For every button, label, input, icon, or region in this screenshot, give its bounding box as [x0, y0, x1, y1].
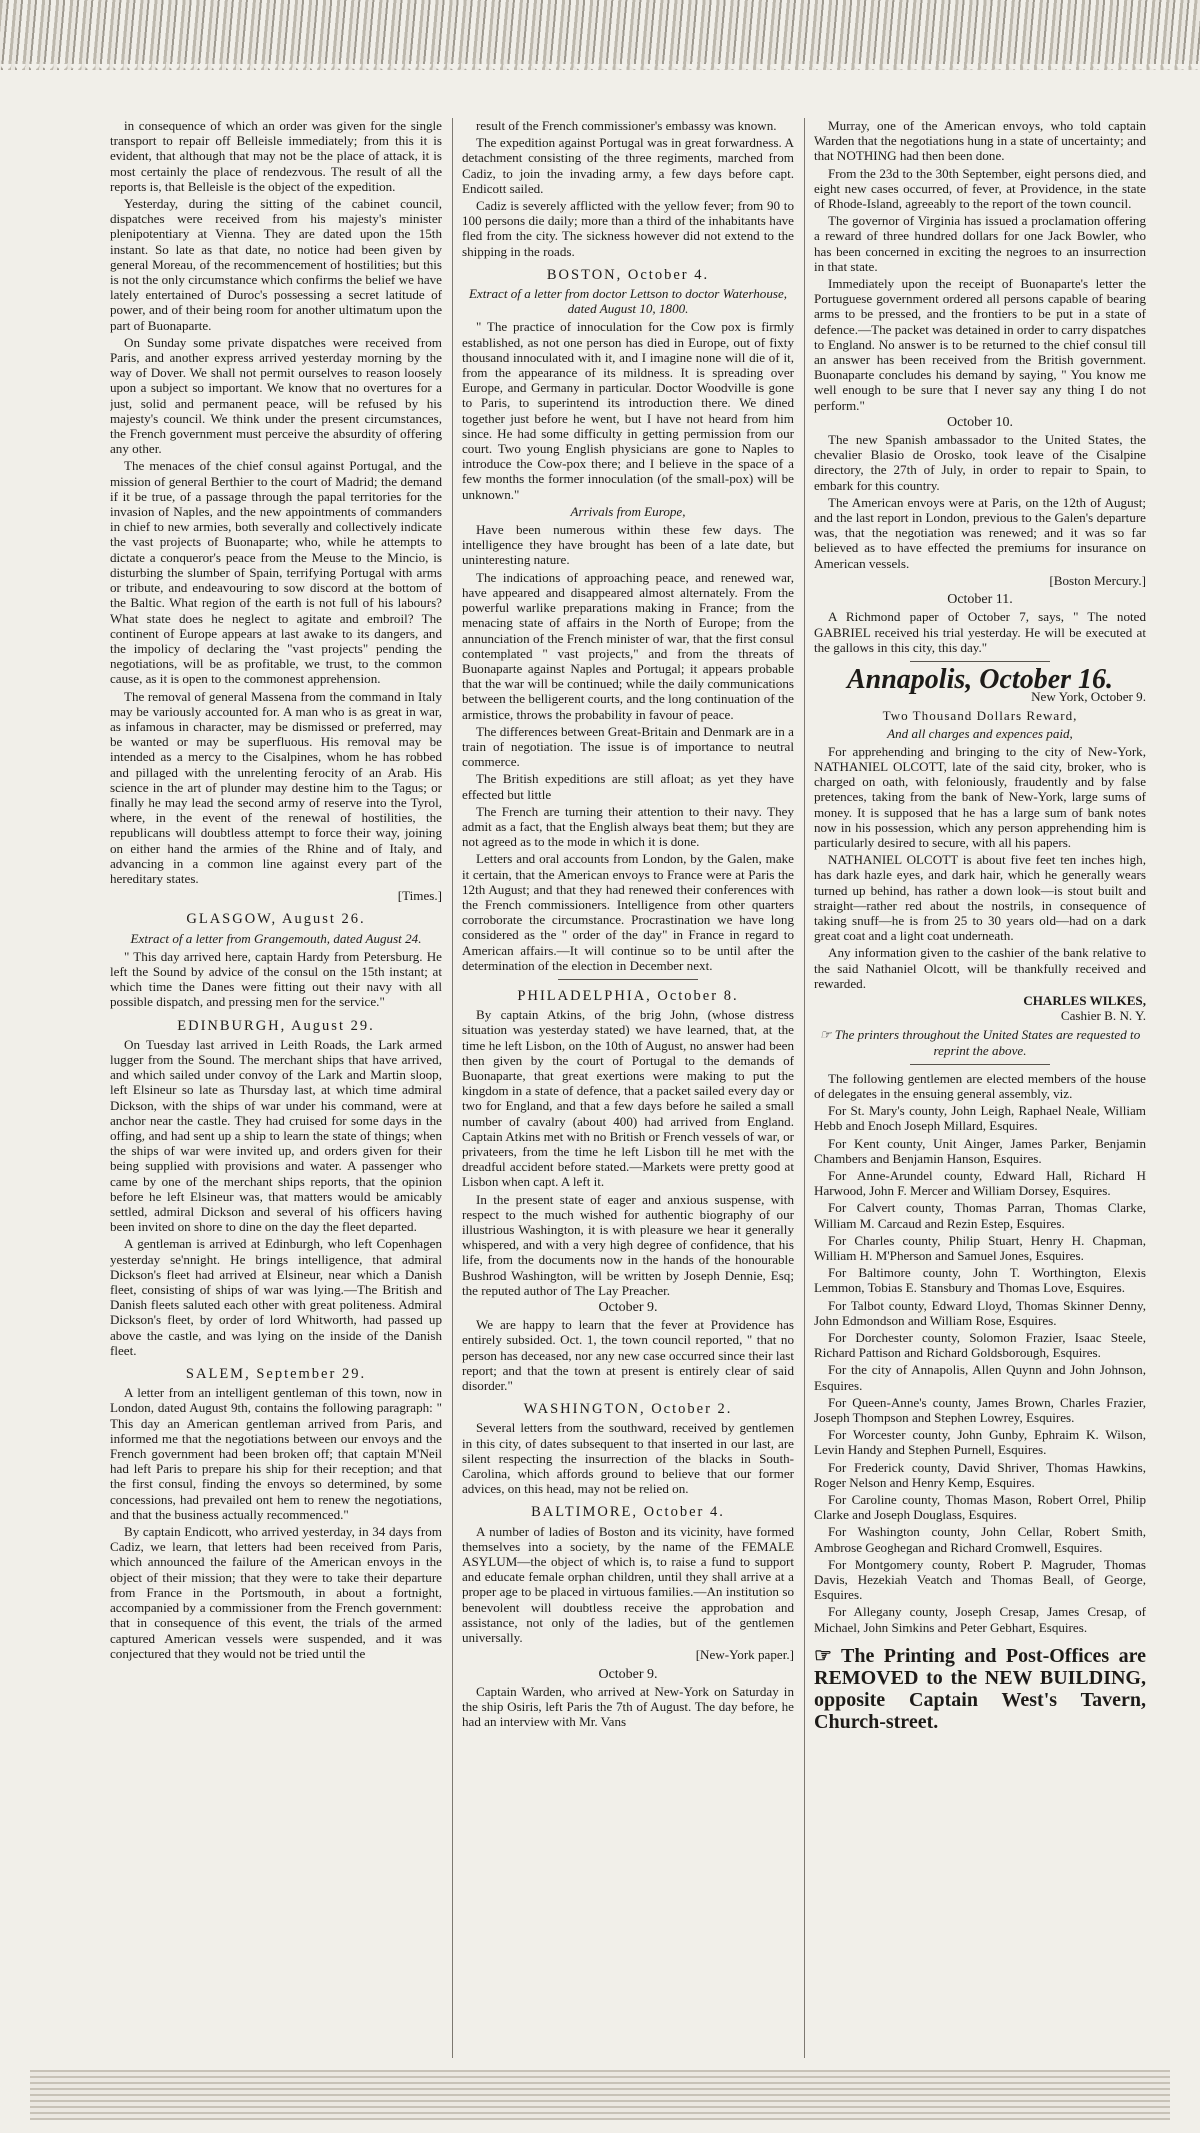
paragraph: For Kent county, Unit Ainger, James Parker, Benjamin Chambers and Benjamin Hanson, Esquires. — [814, 1135, 1146, 1166]
paragraph: For Worcester county, John Gunby, Ephraim K. Wilson, Levin Handy and Stephen Purnell, Esquires. — [814, 1427, 1146, 1458]
dateline-heading: SALEM, September 29. — [185, 1366, 367, 1383]
paragraph: For apprehending and bringing to the city of New-York, NATHANIEL OLCOTT, late of the said city, broker, who is charged on oath, with feloniously, fraudently and by false pretences, taking from the bank of New-York, large sums of money. It is supposed that he has a large sum of bank notes now in his possession, which any person apprehending him is particularly desired to secure, with all his papers. — [814, 743, 1146, 850]
paragraph: Several letters from the southward, received by gentlemen in this city, of dates subsequent to that inserted in our last, are silent respecting the insurrection of the blacks in South-Carolina, which affords ground to believe that our former advices, on this head, may not be relied on. — [462, 1420, 794, 1497]
paragraph: For Baltimore county, John T. Worthington, Elexis Lemmon, Tobias E. Stansbury and Thomas Love, Esquires. — [814, 1265, 1146, 1296]
paragraph: The new Spanish ambassador to the United States, the chevalier Blasio de Orosko, took leave of the Cisalpine directory, the 27th of July, in order to repair to Spain, to embark for this country. — [814, 432, 1146, 493]
paragraph: NATHANIEL OLCOTT is about five feet ten inches high, has dark hazle eyes, and dark hair, which he generally wears turned up behind, has rather a down look—is stout built and straight—rather red about the nostrils, in consequence of taking snuff—he is from 25 to 30 years old—had on a dark great coat and a light coat underneath. — [814, 852, 1146, 944]
source-credit: [New-York paper.] — [695, 1647, 794, 1663]
paragraph: On Tuesday last arrived in Leith Roads, the Lark armed lugger from the Sound. The merchant ships that have arrived, and which sailed under convoy of the Lark and Martin sloop, left Elsineur so late as Thursday last, at which time admiral Dickson, with the ships of war under his command, were at anchor near the castle. They had cruised for some days in the offing, and had sent up a ship to learn the state of things; when the ships of war were invited up, and orders given for their being supplied with provisions and water. A passenger who came by one of the merchant ships reports, that the opinion before he left Elsineur was, that matters would be amicably settled, admiral Dickson and several of his officers having been invited on shore to dine on the day the fleet departed. — [110, 1036, 442, 1235]
column-middle — [462, 118, 794, 2058]
paragraph: Captain Warden, who arrived at New-York on Saturday in the ship Osiris, left Paris the 7th of August. The day before, he had an interview with Mr. Vans — [462, 1683, 794, 1730]
paragraph: " This day arrived here, captain Hardy from Petersburg. He left the Sound by advice of the consul on the 15th instant; at which time the Danes were fitting out their navy with all possible dispatch, and pressing men for the service." — [110, 948, 442, 1010]
paragraph: A Richmond paper of October 7, says, " The noted GABRIEL received his trial yesterday. He will be executed at the gallows in this city, this day." — [814, 609, 1146, 655]
column-right — [814, 118, 1146, 2058]
separator-rule — [910, 1064, 1050, 1065]
signature: CHARLES WILKES, — [1023, 992, 1146, 1008]
reward-heading: Two Thousand Dollars Reward, — [882, 708, 1078, 724]
separator-rule — [910, 661, 1050, 662]
paragraph: Murray, one of the American envoys, who told captain Warden that the negotiations hung in a state of uncertainty; and that NOTHING had then been done. — [814, 118, 1146, 164]
date-line: October 11. — [947, 592, 1013, 608]
paragraph: For Charles county, Philip Stuart, Henry H. Chapman, William H. M'Pherson and Samuel Jones, Esquires. — [814, 1232, 1146, 1264]
date-line: October 10. — [946, 414, 1014, 430]
paragraph: In the present state of eager and anxious suspense, with respect to the much wished for authentic biography of our illustrious Washington, it is with pleasure we hear it generally whispered, and with a very high degree of confidence, that his life, from the documents now in the hands of the honourable Bushrod Washington, will be written by Joseph Dennie, Esq; the reputed author of The Lay Preacher. — [462, 1191, 794, 1298]
paragraph: For Calvert county, Thomas Parran, Thomas Clarke, William M. Carcaud and Rezin Estep, Esquires. — [814, 1200, 1146, 1231]
paragraph: For Caroline county, Thomas Mason, Robert Orrel, Philip Clarke and Joseph Douglass, Esquires. — [814, 1492, 1146, 1523]
paragraph: We are happy to learn that the fever at Providence has entirely subsided. Oct. 1, the town council reported, " that no person has deceased, nor any new case occurred since their last report; and that the town at present is entirely clear of said disorder." — [462, 1317, 794, 1394]
torn-top-edge — [0, 0, 1200, 70]
column-rule — [804, 118, 805, 2058]
paragraph: The governor of Virginia has issued a proclamation offering a reward of three hundred dollars for one Jack Bowler, who has been concerned in exciting the negroes to an insurrection in that state. — [814, 213, 1146, 274]
paragraph: Yesterday, during the sitting of the cabinet council, dispatches were received from his majesty's minister plenipotentiary at Vienna. They are dated upon the 15th instant. So late as that date, no notice had been given by general Moreau, of the recommencement of hostilities; but this is not the only circumstance which confirms the belief we have lately entertained of Duroc's possessing a secret latitude of power, and of their being room for another ultimatum upon the part of Buonaparte. — [110, 196, 442, 333]
paragraph: result of the French commissioner's embassy was known. — [476, 118, 777, 133]
office-notice: ☞ The Printing and Post-Offices are REMOVED to the NEW BUILDING, opposite Captain West's Tavern, Church-street. — [814, 1644, 1146, 1733]
paragraph: The differences between Great-Britain and Denmark are in a train of negotiation. The issue is of importance to neutral commerce. — [462, 723, 794, 770]
paragraph: in consequence of which an order was given for the single transport to repair off Belleisle immediately; from this it is evident, that although that may not be the place of attack, it is most certainly the place of rendezvous. The result of all the reports is, that Belleisle is the object of the expedition. — [110, 118, 442, 194]
italic-subheading: ☞ The printers throughout the United States are requested to reprint the above. — [819, 1027, 1141, 1058]
italic-subheading: And all charges and expences paid, — [887, 725, 1073, 741]
paragraph: A letter from an intelligent gentleman of this town, now in London, dated August 9th, contains the following paragraph: " This day an American gentleman arrived from Paris, and informed me that the negotiations between our envoys and the French government had been broken off; that captain M'Neil had left Paris to prepare his ship for their reception; and that the first consul, finding the envoys so determined, by some concessions, had prevailed ont hem to renew the negotiations, and that the business actually recommenced." — [110, 1385, 442, 1522]
dateline-heading: WASHINGTON, October 2. — [523, 1401, 733, 1418]
paragraph: Cadiz is severely afflicted with the yellow fever; from 90 to 100 persons die daily; more than a third of the inhabitants have fled from the city. The sickness however did not extend to the shipping in the roads. — [462, 198, 794, 259]
date-line: October 9. — [598, 1666, 658, 1682]
paragraph: The removal of general Massena from the command in Italy may be variously accounted for. A man who is as great in war, as infamous in character, may be dismissed or preferred, may be wanted or may be superfluous. His removal may be intended as a mercy to the Cisalpines, whom he has robbed and pillaged with the unrelenting ferocity of an Arab. His science in the art of plunder may destine him to the Tagus; or finally he may lead the second army of reserve into the Tyrol, where, in the event of the renewal of hostilities, the republicans will doubtless attempt to force their way, joining on either hand the armies of the Rhine and of Italy, and advancing in a common line against every part of the hereditary states. — [110, 688, 442, 886]
dateline-heading: PHILADELPHIA, October 8. — [517, 987, 739, 1004]
paragraph: For Talbot county, Edward Lloyd, Thomas Skinner Denny, John Edmondson and William Rose, Esquires. — [814, 1297, 1146, 1328]
date-line: October 9. — [598, 1300, 658, 1316]
paragraph: The indications of approaching peace, and renewed war, have appeared and disappeared almost alternately. From the powerful warlike preparations making in France; from the menacing state of affairs in the North of Europe; from the annunciation of the French minister of war, that the first consul contemplated " vast projects," and from the threats of Buonaparte against Naples and Portugal; it appears probable that the war will be continued; while the daily communications between the belligerent courts, and the long continuation of the armistice, throws the probability in favour of peace. — [462, 569, 794, 722]
paragraph: For Anne-Arundel county, Edward Hall, Richard H Harwood, John F. Mercer and William Dorsey, Esquires. — [814, 1168, 1146, 1199]
source-credit: [Boston Mercury.] — [1049, 572, 1146, 588]
paragraph: Any information given to the cashier of the bank relative to the said Nathaniel Olcott, will be thankfully received and rewarded. — [814, 945, 1146, 991]
paragraph: " The practice of innoculation for the Cow pox is firmly established, as not one person has died in Europe, out of fixty thousand innoculated with it, and I imagine none will die of it, from the appearance of its mildness. It is spreading over Europe, and Germany in particular. Doctor Woodville is gone to Paris, to superintend its introduction there. We dined together just before he went, but I have not heard from him since. He had some difficulty in getting permission from our court. Two young English physicians are gone to Naples to introduce the Cow-pox there; and I believe in the space of a few months the former innoculation (of the small-pox) will be unknown." — [462, 319, 794, 502]
paragraph: A number of ladies of Boston and its vicinity, have formed themselves into a society, by the name of the FEMALE ASYLUM—the object of which is, to raise a fund to support and educate female orphan children, until they shall arrive at a proper age to be placed in virtuous families.—An institution so benevolent will doubtless receive the approbation and assistance, not only of the ladies, but of the gentlemen universally. — [462, 1523, 794, 1646]
paragraph: Have been numerous within these few days. The intelligence they have brought has been of a late date, but uninteresting nature. — [462, 522, 794, 568]
paragraph: By captain Endicott, who arrived yesterday, in 34 days from Cadiz, we learn, that letters had been received from Paris, which announced the failure of the American envoys in the object of their mission; that they were to take their departure from France in the Portsmouth, in about a fortnight, accompanied by a commissioner from the French government: that in consequence of this event, the trials of the armed captured American vessels were suspended, and it was conjectured that they would not be tried until the — [110, 1524, 442, 1661]
newspaper-page — [110, 118, 1150, 2058]
source-credit: New York, October 9. — [1031, 689, 1146, 705]
scan-bottom-border — [30, 2070, 1170, 2120]
paragraph: A gentleman is arrived at Edinburgh, who left Copenhagen yesterday se'nnight. He brings intelligence, that admiral Dickson's fleet had arrived at Elsineur, near which a Danish fleet, consisting of ships of war was lying.—The British and Danish fleets saluted each other with great politeness. Admiral Dickson's fleet, by order of lord Whitworth, had passed up above the castle, and was lying on the inside of the Danish fleet. — [110, 1236, 442, 1358]
paragraph: The American envoys were at Paris, on the 12th of August; and the last report in London, previous to the Galen's departure was, that the negotiation was renewed; and it was so far believed as to have effected the premiums for insurance on American vessels. — [814, 494, 1146, 571]
paragraph: For the city of Annapolis, Allen Quynn and John Johnson, Esquires. — [814, 1362, 1146, 1393]
dateline-heading: BALTIMORE, October 4. — [531, 1504, 725, 1521]
paragraph: For St. Mary's county, John Leigh, Raphael Neale, William Hebb and Enoch Joseph Millard, Esquires. — [814, 1103, 1146, 1134]
paragraph: By captain Atkins, of the brig John, (whose distress situation was yesterday stated) we have learned, that, at the time he left Lisbon, on the 10th of August, no answer had been then given by the court of Portugal to the demands of Buonaparte, that great exertions were making to put the kingdom in a state of defence, that a packet sailed every day or two for England, and that a few days before he sailed a small number of cavalry (about 400) had arrived from England. Captain Atkins met with no British or French vessels of war, or privateers, from the time he left Lisbon till he met with the dreadful accident before stated.—Markets were pretty good at Lisbon when capt. A left it. — [462, 1007, 794, 1190]
dateline-heading: BOSTON, October 4. — [546, 266, 710, 283]
paragraph: The French are turning their attention to their navy. They admit as a fact, that the English always beat them; but they are not agreed as to the mode in which it is done. — [462, 803, 794, 850]
paragraph: For Montgomery county, Robert P. Magruder, Thomas Davis, Hezekiah Veatch and Thomas Beall, of George, Esquires. — [814, 1556, 1146, 1603]
column-rule — [452, 118, 453, 2058]
source-credit: [Times.] — [397, 888, 442, 904]
italic-subheading: Extract of a letter from doctor Lettson to doctor Waterhouse, dated August 10, 1800. — [468, 286, 788, 317]
paragraph: Immediately upon the receipt of Buonaparte's letter the Portuguese government ordered all persons capable of bearing arms to be pressed, and the frontiers to be put in a state of defence.—The packet was detained in order to carry dispatches to England. No answer is to be returned to the chief consul till an answer has been received from the British government. Buonaparte concludes his demand by saying, " You know me well enough to be sure that I never say any thing I do not perform." — [814, 276, 1146, 413]
column-left — [110, 118, 442, 2058]
dateline-heading: EDINBURGH, August 29. — [177, 1017, 375, 1034]
paragraph: The British expeditions are still afloat; as yet they have effected but little — [462, 771, 794, 802]
paragraph: The menaces of the chief consul against Portugal, and the mission of general Berthier to the court of Madrid; the demand if it be true, of a passage through the papal territories for the invasion of Naples, and the new appointments of commanders in chief to new armies, both severally and collectively indicate the vast projects of Buonaparte; who, while he attempts to dictate a conqueror's peace from the Meuse to the Mincio, is disturbing the slumber of Spain, terrifying Portugal with arms or tribute, and endeavouring to sow discord at the bottom of the Baltic. What region of the earth is not full of his labours? What state does he neglect to agitate and embroil? The continent of Europe appears at last awake to its dangers, and the impolicy of declaring the "vast projects" pending the negotiations, will be as profitable, we trust, to the common cause, as it is open to the commonest apprehension. — [110, 458, 442, 687]
paragraph: For Frederick county, David Shriver, Thomas Hawkins, Roger Nelson and Henry Kemp, Esquires. — [814, 1459, 1146, 1490]
italic-subheading: Extract of a letter from Grangemouth, dated August 24. — [130, 930, 422, 946]
dateline-heading: GLASGOW, August 26. — [186, 911, 366, 928]
separator-rule — [558, 979, 698, 980]
paragraph: For Allegany county, Joseph Cresap, James Cresap, of Michael, John Simkins and Peter Gebhart, Esquires. — [814, 1604, 1146, 1635]
italic-subheading: Arrivals from Europe, — [570, 503, 686, 519]
paragraph: The following gentlemen are elected members of the house of delegates in the ensuing general assembly, viz. — [814, 1070, 1146, 1101]
source-credit: Cashier B. N. Y. — [1060, 1008, 1146, 1024]
paragraph: For Washington county, John Cellar, Robert Smith, Ambrose Geoghegan and Richard Cromwell, Esquires. — [814, 1524, 1146, 1555]
paragraph: On Sunday some private dispatches were received from Paris, and another express arrived yesterday morning by the way of Dover. We shall not permit ourselves to reason loosely upon a subject so important. We know that no overtures for a just, solid and permanent peace, will be refused by his majesty's council. We think under the present circumstances, the French government must perceive the absurdity of offering any other. — [110, 334, 442, 457]
paragraph: The expedition against Portugal was in great forwardness. A detachment consisting of the three regiments, marched from Cadiz, to join the invading army, a few days before capt. Endicott sailed. — [462, 135, 794, 196]
paragraph: For Queen-Anne's county, James Brown, Charles Frazier, Joseph Thompson and Stephen Lowrey, Esquires. — [814, 1394, 1146, 1426]
paragraph: From the 23d to the 30th September, eight persons died, and eight new cases occurred, of fever, at Providence, in the state of Rhode-Island, agreeably to the report of the town council. — [814, 165, 1146, 212]
paragraph: For Dorchester county, Solomon Frazier, Isaac Steele, Richard Pattison and Richard Goldsborough, Esquires. — [814, 1330, 1146, 1361]
masthead-annapolis: Annapolis, October 16. — [846, 663, 1114, 695]
paragraph: Letters and oral accounts from London, by the Galen, make it certain, that the American envoys to France were at Paris the 12th August; and that they had renewed their conferences with the French commissioners. Intelligence from other quarters corroborate the circumstance. Procrastination we have long considered as the " order of the day" in France in regard to American affairs.—It will continue so to be until after the determination of the election in December next. — [462, 851, 794, 973]
